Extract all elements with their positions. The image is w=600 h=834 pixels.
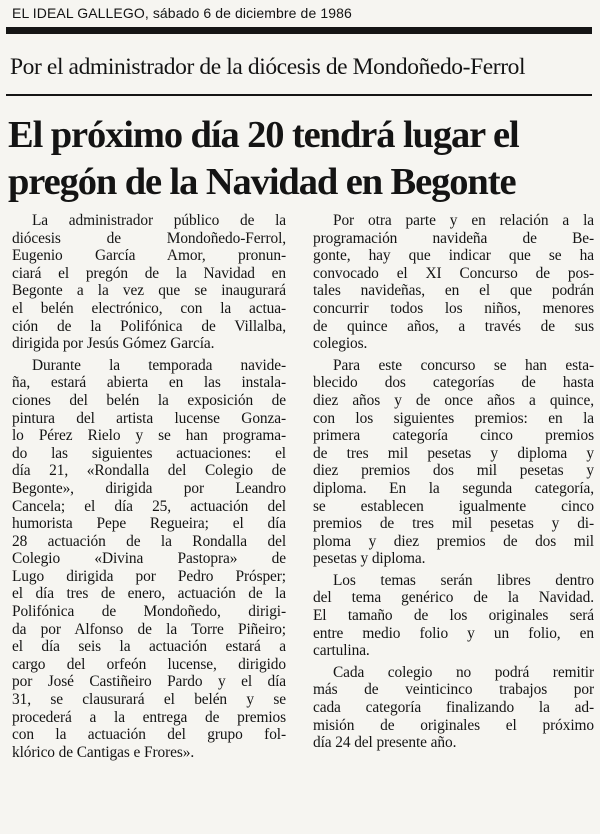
text-line: día 24 del presente año. [313, 734, 457, 752]
text-line: ción de la Polifónica de Villalba, [12, 317, 286, 335]
text-line: dirigida por Jesús Gómez García. [12, 335, 215, 353]
text-line: Para este concurso se han esta- [333, 356, 594, 374]
kicker: Por el administrador de la diócesis de Mondoñedo-Ferrol [10, 54, 526, 80]
text-line: cartulina. [313, 642, 370, 660]
text-line: Por otra parte y en relación a la [333, 212, 594, 229]
text-line: el belén electrónico, con la actua- [12, 299, 286, 317]
text-line: colegios. [313, 335, 368, 353]
text-line: diez años y de once años a quince, [313, 391, 594, 409]
text-line: blecido dos categorías de hasta [313, 374, 594, 392]
left-column [12, 212, 286, 761]
text-line: ña, estará abierta en las instala- [12, 374, 286, 392]
text-line: lo Pérez Rielo y se han programa- [12, 427, 286, 445]
text-line: La administrador público de la [32, 212, 286, 229]
text-line: el día tres de enero, actuación de la [12, 585, 286, 603]
text-line: Cada colegio no podrá remitir [333, 663, 594, 681]
text-line: día 21, «Rondalla del Colegio de [12, 462, 286, 480]
text-line: del tema genérico de la Navidad. [313, 589, 594, 607]
text-line: más de veinticinco trabajos por [313, 681, 594, 699]
dateline: EL IDEAL GALLEGO, sábado 6 de diciembre de 1986 [12, 5, 352, 21]
text-line: Durante la temporada navide- [32, 356, 286, 374]
text-line: con los siguientes premios: en la [313, 409, 594, 427]
text-line: entre medio folio y un folio, en [313, 624, 594, 642]
top-rule [6, 27, 592, 34]
text-line: por José Castiñeiro Pardo y el día [12, 673, 286, 691]
text-line: pesetas y diploma. [313, 550, 426, 568]
headline-line-1: El próximo día 20 tendrá lugar el [8, 114, 519, 156]
text-line: de quince años, a través de sus [313, 317, 594, 335]
text-line: procederá a la entrega de premios [12, 708, 286, 726]
text-line: tales navideñas, en el que podrán [313, 282, 594, 300]
text-line: Begonte», dirigida por Leandro [12, 479, 286, 497]
text-line: premios de tres mil pesetas y di- [313, 515, 594, 533]
text-line: Los temas serán libres dentro [333, 571, 594, 589]
text-line: el día seis la actuación estará a [12, 638, 286, 656]
text-line: gonte, hay que indicar que se ha [313, 247, 594, 265]
text-line: 31, se clausurará el belén y se [12, 691, 286, 709]
headline-line-2: pregón de la Navidad en Begonte [8, 161, 516, 203]
paragraph [12, 357, 286, 762]
headline [8, 112, 596, 206]
text-line: convocado el XI Concurso de pos- [313, 264, 594, 282]
text-line: 28 actuación de la Rondalla del [12, 532, 286, 550]
text-line: Lugo dirigida por Pedro Prósper; [12, 567, 286, 585]
text-line: se establecen igualmente cinco [313, 497, 594, 515]
text-line: da por Alfonso de la Torre Piñeiro; [12, 620, 286, 638]
divider-rule [6, 94, 592, 96]
text-line: El tamaño de los originales será [313, 607, 594, 625]
text-line: Polifónica de Mondoñedo, dirigi- [12, 603, 286, 621]
text-line: de tres mil pesetas y diploma y [313, 444, 594, 462]
text-line: programación navideña de Be- [313, 229, 594, 247]
text-line: primera categoría cinco premios [313, 427, 594, 445]
text-line: do las siguientes actuaciones: el [12, 444, 286, 462]
paragraph [313, 357, 594, 568]
paragraph [313, 664, 594, 752]
text-line: Eugenio García Amor, pronun- [12, 247, 286, 265]
text-line: ploma y diez premios de dos mil [313, 532, 594, 550]
text-line: ciará el pregón de la Navidad en [12, 264, 286, 282]
text-line: concurrir todos los niños, menores [313, 299, 594, 317]
text-line: klórico de Cantigas e Frores». [12, 743, 195, 761]
text-line: diploma. En la segunda categoría, [313, 479, 594, 497]
text-line: misión de originales el próximo [313, 716, 594, 734]
text-line: diez premios dos mil pesetas y [313, 462, 594, 480]
text-line: pintura del artista lucense Gonza- [12, 409, 286, 427]
text-line: Begonte a la vez que se inaugurará [12, 282, 286, 300]
text-line: diócesis de Mondoñedo-Ferrol, [12, 229, 286, 247]
paragraph [12, 212, 286, 353]
text-line: Colegio «Divina Pastopra» de [12, 550, 286, 568]
paragraph [313, 212, 594, 353]
right-column [313, 212, 594, 752]
text-line: ciones del belén la exposición de [12, 391, 286, 409]
text-line: cargo del orfeón lucense, dirigido [12, 655, 286, 673]
paragraph [313, 572, 594, 660]
text-line: humorista Pepe Regueira; el día [12, 515, 286, 533]
text-line: Cancela; el día 25, actuación del [12, 497, 286, 515]
text-line: cada categoría finalizando la ad- [313, 699, 594, 717]
text-line: con la actuación del grupo fol- [12, 726, 286, 744]
